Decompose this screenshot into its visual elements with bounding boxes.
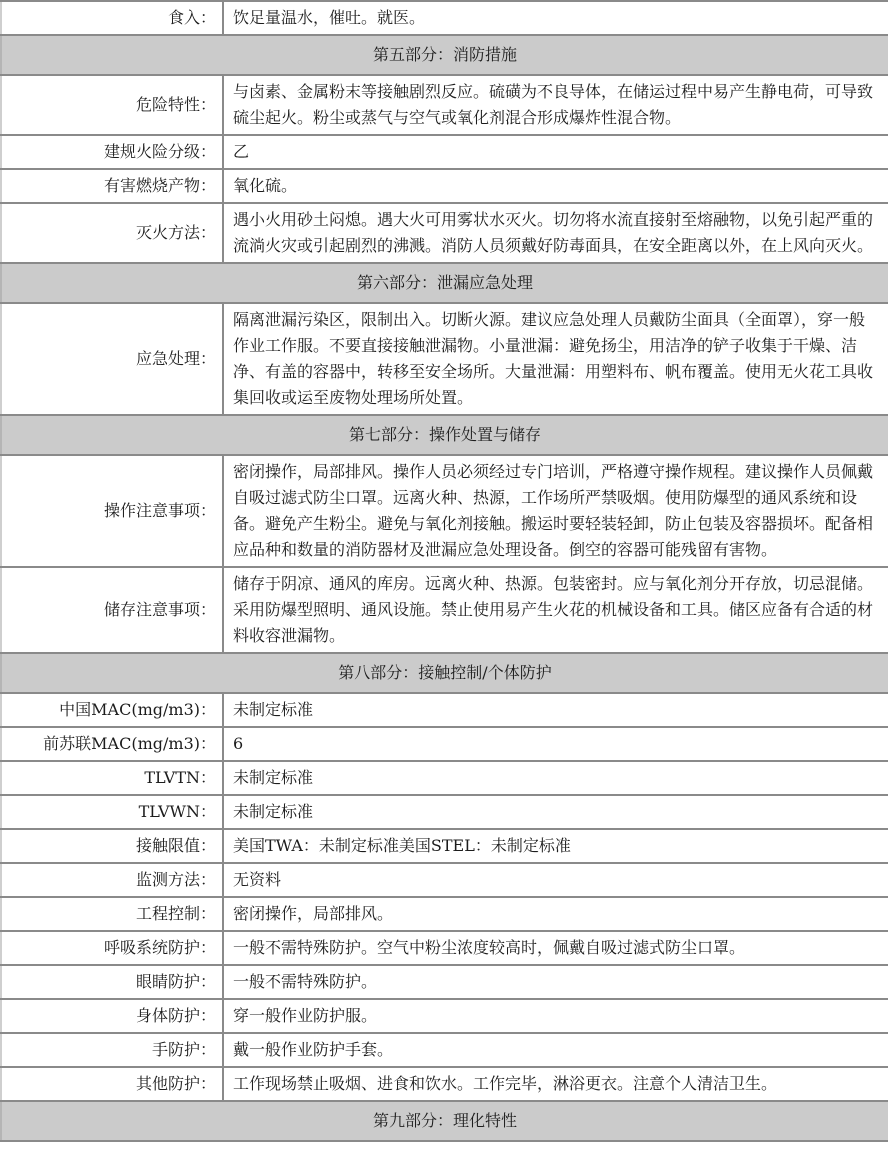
section-header-row [1, 415, 888, 455]
msds-table-body [1, 1, 888, 1141]
row-value: 未制定标准 [223, 761, 888, 795]
row-label: 接触限值： [1, 829, 223, 863]
row-value: 隔离泄漏污染区，限制出入。切断火源。建议应急处理人员戴防尘面具（全面罩），穿一般作业工作服。不要直接接触泄漏物。小量泄漏：避免扬尘，用洁净的铲子收集于干燥、洁净、有盖的容器中，转移至安全场所。大量泄漏：用塑料布、帆布覆盖。使用无火花工具收集回收或运至废物处理场所处置。 [223, 303, 888, 415]
row-value: 密闭操作，局部排风。 [223, 897, 888, 931]
section-header-row [1, 35, 888, 75]
table-row [1, 203, 888, 263]
table-row [1, 999, 888, 1033]
row-value: 6 [223, 727, 888, 761]
section-title: 第八部分：接触控制/个体防护 [1, 653, 888, 693]
row-value: 戴一般作业防护手套。 [223, 1033, 888, 1067]
table-row [1, 693, 888, 727]
table-row [1, 931, 888, 965]
row-label: 操作注意事项： [1, 455, 223, 567]
table-row [1, 1, 888, 35]
table-row [1, 965, 888, 999]
row-value: 与卤素、金属粉末等接触剧烈反应。硫磺为不良导体，在储运过程中易产生静电荷，可导致硫尘起火。粉尘或蒸气与空气或氧化剂混合形成爆炸性混合物。 [223, 75, 888, 135]
row-value: 未制定标准 [223, 693, 888, 727]
table-row [1, 455, 888, 567]
row-label: TLVTN： [1, 761, 223, 795]
section-title: 第七部分：操作处置与储存 [1, 415, 888, 455]
row-value: 遇小火用砂土闷熄。遇大火可用雾状水灭火。切勿将水流直接射至熔融物，以免引起严重的流淌火灾或引起剧烈的沸溅。消防人员须戴好防毒面具，在安全距离以外，在上风向灭火。 [223, 203, 888, 263]
table-row [1, 829, 888, 863]
row-label: 眼睛防护： [1, 965, 223, 999]
table-row [1, 1033, 888, 1067]
table-row [1, 897, 888, 931]
row-label: 身体防护： [1, 999, 223, 1033]
table-row [1, 795, 888, 829]
row-value: 一般不需特殊防护。空气中粉尘浓度较高时，佩戴自吸过滤式防尘口罩。 [223, 931, 888, 965]
row-label: 工程控制： [1, 897, 223, 931]
table-row [1, 567, 888, 653]
table-row [1, 761, 888, 795]
table-row [1, 75, 888, 135]
row-label: 储存注意事项： [1, 567, 223, 653]
row-label: 前苏联MAC(mg/m3)： [1, 727, 223, 761]
section-header-row [1, 263, 888, 303]
row-value: 工作现场禁止吸烟、进食和饮水。工作完毕，淋浴更衣。注意个人清洁卫生。 [223, 1067, 888, 1101]
row-label: 监测方法： [1, 863, 223, 897]
row-value: 美国TWA：未制定标准美国STEL：未制定标准 [223, 829, 888, 863]
section-header-row [1, 653, 888, 693]
row-value: 储存于阴凉、通风的库房。远离火种、热源。包装密封。应与氧化剂分开存放，切忌混储。采用防爆型照明、通风设施。禁止使用易产生火花的机械设备和工具。储区应备有合适的材料收容泄漏物。 [223, 567, 888, 653]
section-title: 第五部分：消防措施 [1, 35, 888, 75]
table-row [1, 727, 888, 761]
row-value: 无资料 [223, 863, 888, 897]
table-row [1, 135, 888, 169]
row-value: 一般不需特殊防护。 [223, 965, 888, 999]
table-row [1, 1067, 888, 1101]
row-value: 穿一般作业防护服。 [223, 999, 888, 1033]
row-label: TLVWN： [1, 795, 223, 829]
table-row [1, 303, 888, 415]
row-value: 密闭操作，局部排风。操作人员必须经过专门培训，严格遵守操作规程。建议操作人员佩戴自吸过滤式防尘口罩。远离火种、热源，工作场所严禁吸烟。使用防爆型的通风系统和设备。避免产生粉尘。避免与氧化剂接触。搬运时要轻装轻卸，防止包装及容器损坏。配备相应品种和数量的消防器材及泄漏应急处理设备。倒空的容器可能残留有害物。 [223, 455, 888, 567]
row-label: 建规火险分级： [1, 135, 223, 169]
row-label: 其他防护： [1, 1067, 223, 1101]
section-title: 第九部分：理化特性 [1, 1101, 888, 1141]
table-row [1, 863, 888, 897]
row-label: 应急处理： [1, 303, 223, 415]
row-value: 乙 [223, 135, 888, 169]
row-label: 呼吸系统防护： [1, 931, 223, 965]
row-label: 灭火方法： [1, 203, 223, 263]
section-header-row [1, 1101, 888, 1141]
row-value: 未制定标准 [223, 795, 888, 829]
row-value: 氧化硫。 [223, 169, 888, 203]
row-label: 手防护： [1, 1033, 223, 1067]
row-label: 中国MAC(mg/m3)： [1, 693, 223, 727]
table-row [1, 169, 888, 203]
row-value: 饮足量温水，催吐。就医。 [223, 1, 888, 35]
row-label: 危险特性： [1, 75, 223, 135]
row-label: 食入： [1, 1, 223, 35]
section-title: 第六部分：泄漏应急处理 [1, 263, 888, 303]
row-label: 有害燃烧产物： [1, 169, 223, 203]
